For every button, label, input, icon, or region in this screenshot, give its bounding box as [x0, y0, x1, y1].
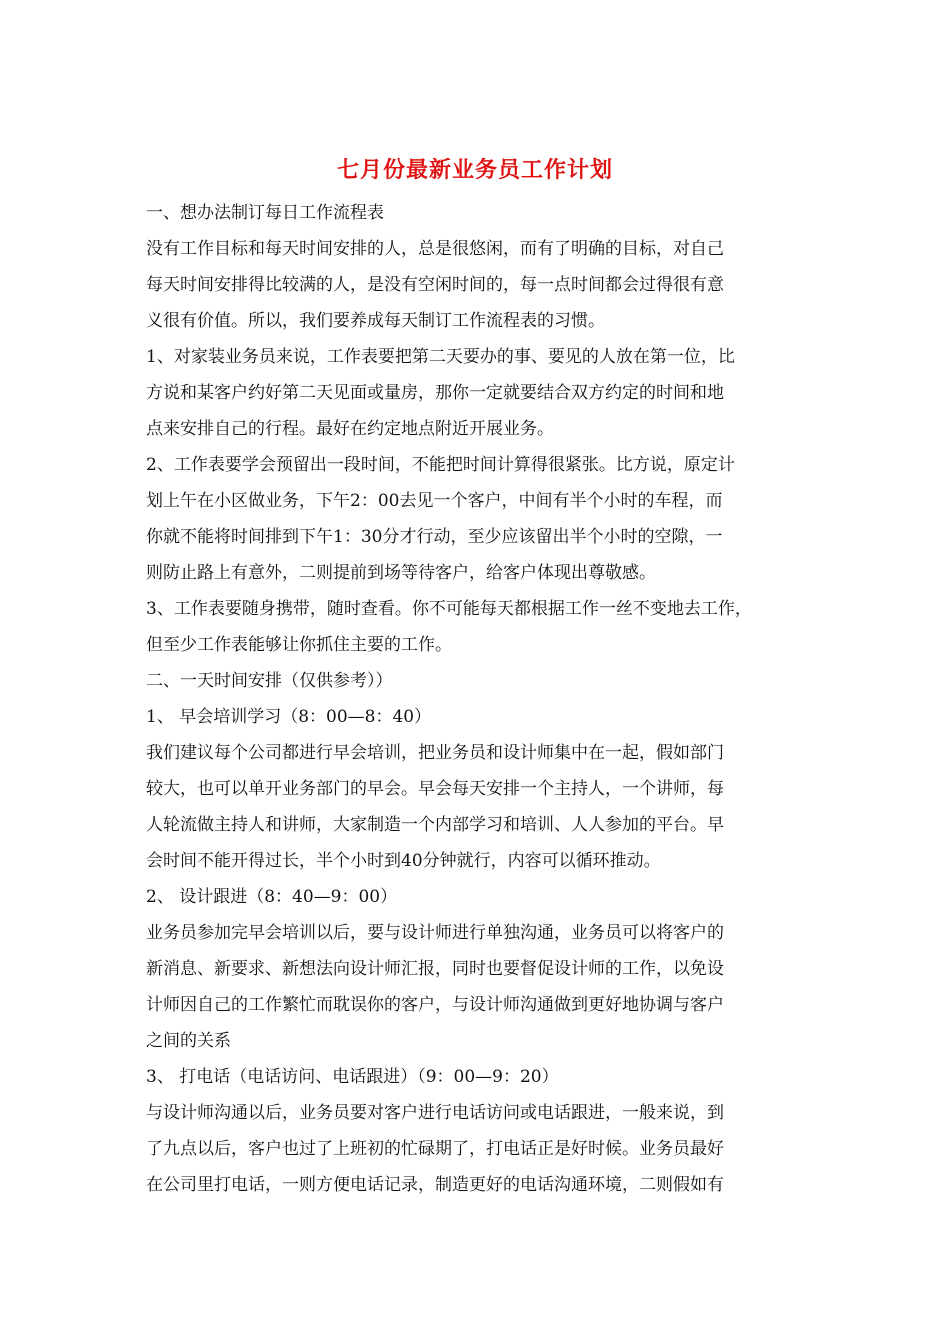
- body-line: 没有工作目标和每天时间安排的人，总是很悠闲，而有了明确的目标，对自己: [146, 239, 724, 259]
- body-line: 业务员参加完早会培训以后，要与设计师进行单独沟通，业务员可以将客户的: [146, 923, 724, 943]
- body-line: 我们建议每个公司都进行早会培训，把业务员和设计师集中在一起，假如部门: [146, 743, 724, 763]
- body-line: 1、 早会培训学习（8：00—8：40）: [146, 707, 432, 727]
- body-line: 划上午在小区做业务，下午2：00去见一个客户，中间有半个小时的车程，而: [146, 491, 723, 511]
- body-line: 会时间不能开得过长，半个小时到40分钟就行，内容可以循环推动。: [146, 851, 661, 871]
- body-line: 一、想办法制订每日工作流程表: [146, 203, 384, 223]
- body-line: 每天时间安排得比较满的人，是没有空闲时间的，每一点时间都会过得很有意: [146, 275, 724, 295]
- body-line: 义很有价值。所以，我们要养成每天制订工作流程表的习惯。: [146, 311, 605, 331]
- body-line: 较大，也可以单开业务部门的早会。早会每天安排一个主持人，一个讲师，每: [146, 779, 724, 799]
- body-line: 你就不能将时间排到下午1：30分才行动，至少应该留出半个小时的空隙，一: [146, 527, 723, 547]
- body-line: 1、对家装业务员来说，工作表要把第二天要办的事、要见的人放在第一位，比: [146, 347, 735, 367]
- body-line: 方说和某客户约好第二天见面或量房，那你一定就要结合双方约定的时间和地: [146, 383, 724, 403]
- body-line: 则防止路上有意外，二则提前到场等待客户，给客户体现出尊敬感。: [146, 563, 656, 583]
- body-line: 之间的关系: [146, 1031, 231, 1051]
- document-body: [146, 195, 814, 1203]
- body-line: 3、 打电话（电话访问、电话跟进）（9：00—9：20）: [146, 1067, 559, 1087]
- body-line: 了九点以后，客户也过了上班初的忙碌期了，打电话正是好时候。业务员最好: [146, 1139, 724, 1159]
- body-line: 人轮流做主持人和讲师，大家制造一个内部学习和培训、人人参加的平台。早: [146, 815, 724, 835]
- body-line: 二、一天时间安排（仅供参考））: [146, 671, 393, 691]
- body-line: 新消息、新要求、新想法向设计师汇报，同时也要督促设计师的工作，以免设: [146, 959, 724, 979]
- body-line: 在公司里打电话，一则方便电话记录，制造更好的电话沟通环境，二则假如有: [146, 1175, 724, 1195]
- body-line: 3、工作表要随身携带，随时查看。你不可能每天都根据工作一丝不变地去工作，: [146, 599, 752, 619]
- document-title: 七月份最新业务员工作计划: [336, 157, 613, 183]
- body-line: 2、工作表要学会预留出一段时间，不能把时间计算得很紧张。比方说，原定计: [146, 455, 735, 475]
- body-line: 2、 设计跟进（8：40—9：00）: [146, 887, 398, 907]
- body-line: 点来安排自己的行程。最好在约定地点附近开展业务。: [146, 419, 554, 439]
- body-line: 计师因自己的工作繁忙而耽误你的客户，与设计师沟通做到更好地协调与客户: [146, 995, 724, 1015]
- body-line: 与设计师沟通以后，业务员要对客户进行电话访问或电话跟进，一般来说，到: [146, 1103, 724, 1123]
- body-line: 但至少工作表能够让你抓住主要的工作。: [146, 635, 452, 655]
